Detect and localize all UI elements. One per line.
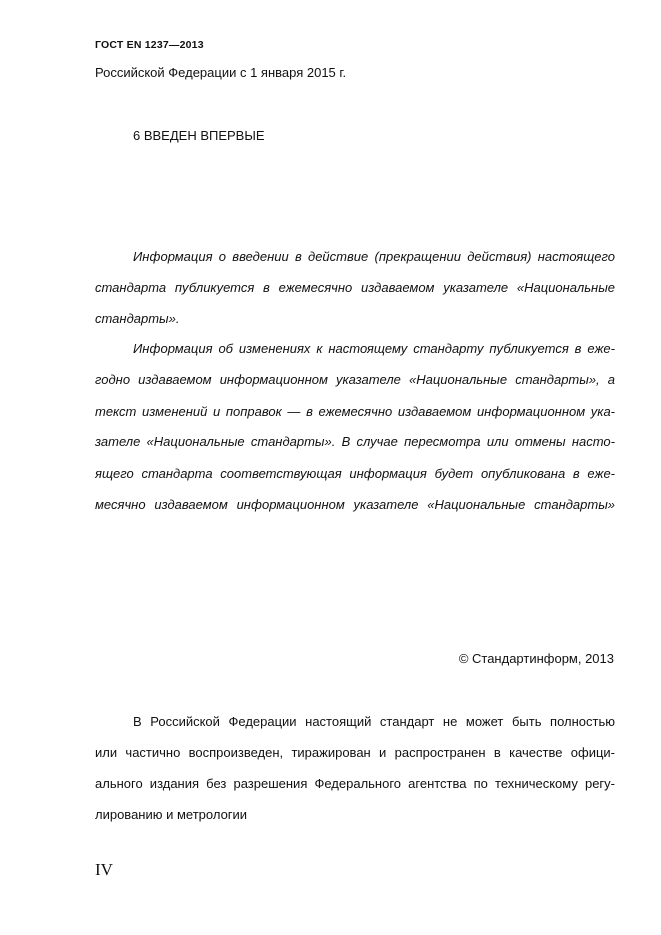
paragraph-line: Информация об изменениях к настоящему стандарту публикуется в еже-	[133, 341, 615, 356]
paragraph-line: зателе «Национальные стандарты». В случае пересмотра или отмены насто-	[95, 434, 615, 449]
paragraph-line: стандарты».	[95, 311, 180, 326]
paragraph-line: или частично воспроизведен, тиражирован и распространен в качестве офици-	[95, 745, 615, 760]
paragraph-line: месячно издаваемом информационном указателе «Национальные стандарты»	[95, 497, 615, 512]
page-number: IV	[95, 860, 113, 879]
continuation-line: Российской Федерации с 1 января 2015 г.	[95, 65, 347, 80]
paragraph-line: ящего стандарта соответствующая информация будет опубликована в еже-	[95, 466, 615, 481]
paragraph-line: текст изменений и поправок — в ежемесячно издаваемом информационном ука-	[95, 404, 615, 419]
paragraph-line: стандарта публикуется в ежемесячно издаваемом указателе «Национальные	[95, 280, 615, 295]
paragraph-line: ального издания без разрешения Федерального агентства по техническому регу-	[95, 776, 615, 791]
paragraph-line: годно издаваемом информационном указателе «Национальные стандарты», а	[95, 372, 615, 387]
copyright-notice: © Стандартинформ, 2013	[458, 651, 614, 666]
paragraph-line: В Российской Федерации настоящий стандарт не может быть полностью	[133, 714, 615, 729]
paragraph-line: лированию и метрологии	[95, 807, 248, 822]
paragraph-line: Информация о введении в действие (прекращении действия) настоящего	[133, 249, 615, 264]
document-code: ГОСТ EN 1237—2013	[95, 39, 204, 51]
section-6-introduced: 6 ВВЕДЕН ВПЕРВЫЕ	[133, 128, 265, 143]
